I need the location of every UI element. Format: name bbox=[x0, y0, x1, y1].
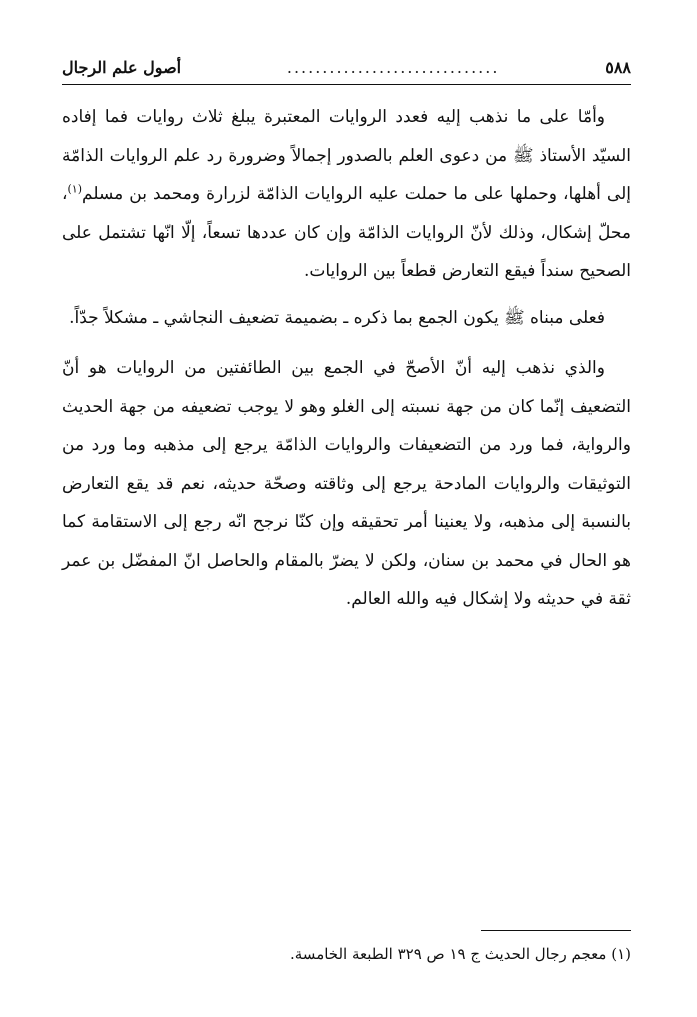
header-dot-leader: .............................. bbox=[286, 57, 500, 77]
header-rule bbox=[62, 84, 631, 85]
footnote-reference: (١) bbox=[67, 182, 83, 196]
running-header bbox=[62, 52, 631, 82]
paragraph-1-text-after-ref: ، محلّ إشكال، وذلك لأنّ الروايات الذامّة وإن كان عددها تسعاً، إلّا انّها تشتمل على الصحيح سنداً فيقع التعارض قطعاً بين الروايات. bbox=[62, 184, 631, 281]
paragraph-1 bbox=[62, 98, 631, 291]
paragraph-1-text-before-ref: وأمّا على ما نذهب إليه فعدد الروايات المعتبرة يبلغ ثلاث روايات فما إفاده السيّد الأستاذ ﷺ من دعوى العلم بالصدور إجمالاً وضرورة رد علم الروايات الذامّة إلى أهلها، وحملها على ما حملت عليه الروايات الذامّة لزرارة ومحمد بن مسلم bbox=[62, 107, 631, 204]
body-text bbox=[62, 98, 631, 631]
footnote-rule bbox=[481, 930, 631, 931]
page-number: ٥٨٨ bbox=[605, 57, 631, 77]
paragraph-2: فعلى مبناه ﷺ يكون الجمع بما ذكره ـ بضميمة تضعيف النجاشي ـ مشكلاً جدّاً. bbox=[69, 307, 605, 328]
paragraph-3: والذي نذهب إليه أنّ الأصحّ في الجمع بين الطائفتين من الروايات هو أنّ التضعيف إنّما كان من جهة نسبته إلى الغلو وهو لا يوجب تضعيفه من جهة الحديث والرواية، فما ورد من التضعيفات والروايات الذامّة يرجع إلى مذهبه وما ورد من التوثيقات والروايات المادحة يرجع إلى وثاقته وصحّة حديثه، نعم قد يقع التعارض بالنسبة إلى مذهبه، ولا يعنينا أمر تحقيقه وإن كنّا نرجح انّه رجع إلى الاستقامة كما هو الحال في محمد بن سنان، ولكن لا يضرّ بالمقام والحاصل انّ المفضّل بن عمر ثقة في حديثه ولا إشكال فيه والله العالم. bbox=[62, 358, 631, 609]
footnote: (١) معجم رجال الحديث ج ١٩ ص ٣٢٩ الطبعة الخامسة. bbox=[290, 945, 631, 963]
book-title: أصول علم الرجال bbox=[62, 57, 182, 77]
